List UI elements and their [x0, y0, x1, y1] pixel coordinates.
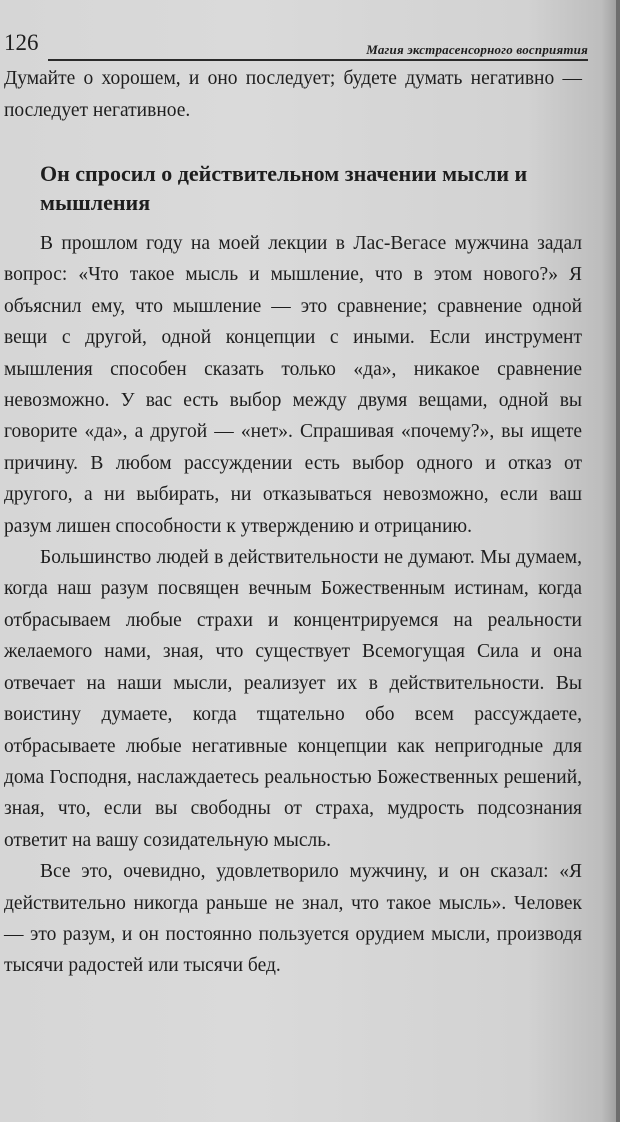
page-spine-edge — [616, 0, 620, 1122]
body-paragraph-3: Все это, очевидно, удовлетворило мужчину, и он сказал: «Я действительно никогда раньше не знал, что такое мысль». Человек — это разум, и он постоянно пользуется орудием мысли, производя тысячи радостей или тысячи бед. — [4, 861, 582, 977]
body-paragraph-1: В прошлом году на моей лекции в Лас-Вегасе мужчина задал вопрос: «Что такое мысль и мышление, что в этом нового?» Я объяснил ему, что мышление — это сравнение; сравнение одной вещи с другой, одной концепции с иными. Если инструмент мышления способен сказать только «да», никакое сравнение невозможно. У вас есть выбор между двумя вещами, одной вы говорите «да», а другой — «нет». Спрашивая «почему?», вы ищете причину. В любом рассуждении есть выбор одного и отказ от другого, а ни выбирать, ни отказываться невозможно, если ваш разум лишен способности к утверждению и отрицанию. — [4, 233, 582, 537]
page-number: 126 — [4, 30, 39, 55]
page-header — [4, 28, 588, 64]
section-body — [4, 228, 582, 982]
body-paragraph-2: Большинство людей в действительности не думают. Мы думаем, когда наш разум посвящен вечным Божественным истинам, когда отбрасываем любые страхи и концентрируемся на реальности желаемого нами, зная, что существует Всемогущая Сила и она отвечает на наши мысли, реализует их в действительности. Вы воистину думаете, когда тщательно обо всем рассуждаете, отбрасываете любые негативные концепции как непригодные для дома Господня, наслаждаетесь реальностью Божественных решений, зная, что, если вы свободны от страха, мудрость подсознания ответит на вашу созидательную мысль. — [4, 547, 582, 851]
continuation-paragraph: Думайте о хорошем, и оно последует; будете думать негативно — последует негативное. — [4, 68, 582, 121]
section-heading: Он спросил о действительном значении мысли и мышления — [40, 161, 528, 215]
header-rule — [48, 59, 588, 61]
running-title: Магия экстрасенсорного восприятия — [366, 42, 588, 57]
